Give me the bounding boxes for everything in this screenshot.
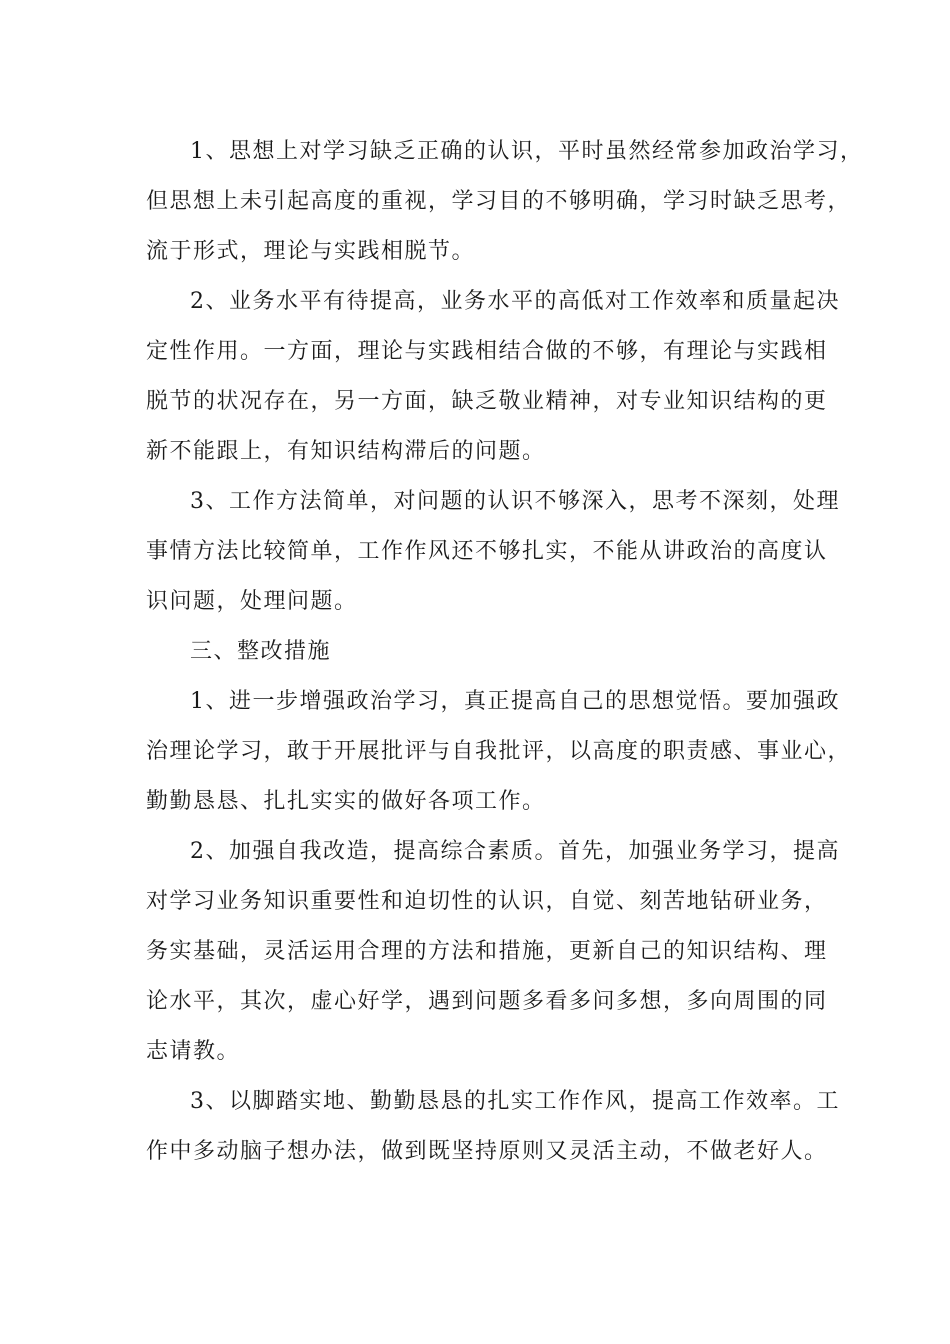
text-line: 但思想上未引起高度的重视，学习目的不够明确，学习时缺乏思考， (146, 189, 852, 214)
text-line: 识问题，处理问题。 (146, 589, 358, 614)
text-line: 治理论学习，敢于开展批评与自我批评，以高度的职责感、事业心， (146, 739, 852, 764)
text-line: 3、以脚踏实地、勤勤恳恳的扎实工作作风，提高工作效率。工 (190, 1089, 840, 1114)
text-line: 论水平，其次，虚心好学，遇到问题多看多问多想，多向周围的同 (146, 989, 828, 1014)
paragraph-weakness-3 (146, 477, 840, 627)
section-heading-rectification (146, 627, 811, 677)
text-line: 对学习业务知识重要性和迫切性的认识，自觉、刻苦地钻研业务， (146, 889, 828, 914)
document-body (146, 127, 864, 1177)
text-line: 志请教。 (146, 1039, 241, 1064)
text-line: 2、加强自我改造，提高综合素质。首先，加强业务学习，提高 (190, 839, 840, 864)
paragraph-measure-2 (146, 827, 840, 1077)
text-line: 流于形式，理论与实践相脱节。 (146, 239, 476, 264)
section-heading: 三、整改措施 (190, 639, 332, 664)
paragraph-weakness-2 (146, 277, 840, 477)
paragraph-measure-1 (146, 677, 852, 827)
text-line: 定性作用。一方面，理论与实践相结合做的不够，有理论与实践相 (146, 339, 828, 364)
text-line: 勤勤恳恳、扎扎实实的做好各项工作。 (146, 789, 546, 814)
text-line: 务实基础，灵活运用合理的方法和措施，更新自己的知识结构、理 (146, 939, 828, 964)
paragraph-weakness-1 (146, 127, 864, 277)
paragraph-measure-3 (146, 1077, 840, 1177)
text-line: 1、进一步增强政治学习，真正提高自己的思想觉悟。要加强政 (190, 689, 840, 714)
text-line: 脱节的状况存在，另一方面，缺乏敬业精神，对专业知识结构的更 (146, 389, 828, 414)
text-line: 1、思想上对学习缺乏正确的认识，平时虽然经常参加政治学习， (190, 139, 864, 164)
text-line: 新不能跟上，有知识结构滞后的问题。 (146, 439, 546, 464)
text-line: 3、工作方法简单，对问题的认识不够深入，思考不深刻，处理 (190, 489, 840, 514)
text-line: 作中多动脑子想办法，做到既坚持原则又灵活主动，不做老好人。 (146, 1139, 828, 1164)
text-line: 2、业务水平有待提高，业务水平的高低对工作效率和质量起决 (190, 289, 840, 314)
text-line: 事情方法比较简单，工作作风还不够扎实，不能从讲政治的高度认 (146, 539, 828, 564)
